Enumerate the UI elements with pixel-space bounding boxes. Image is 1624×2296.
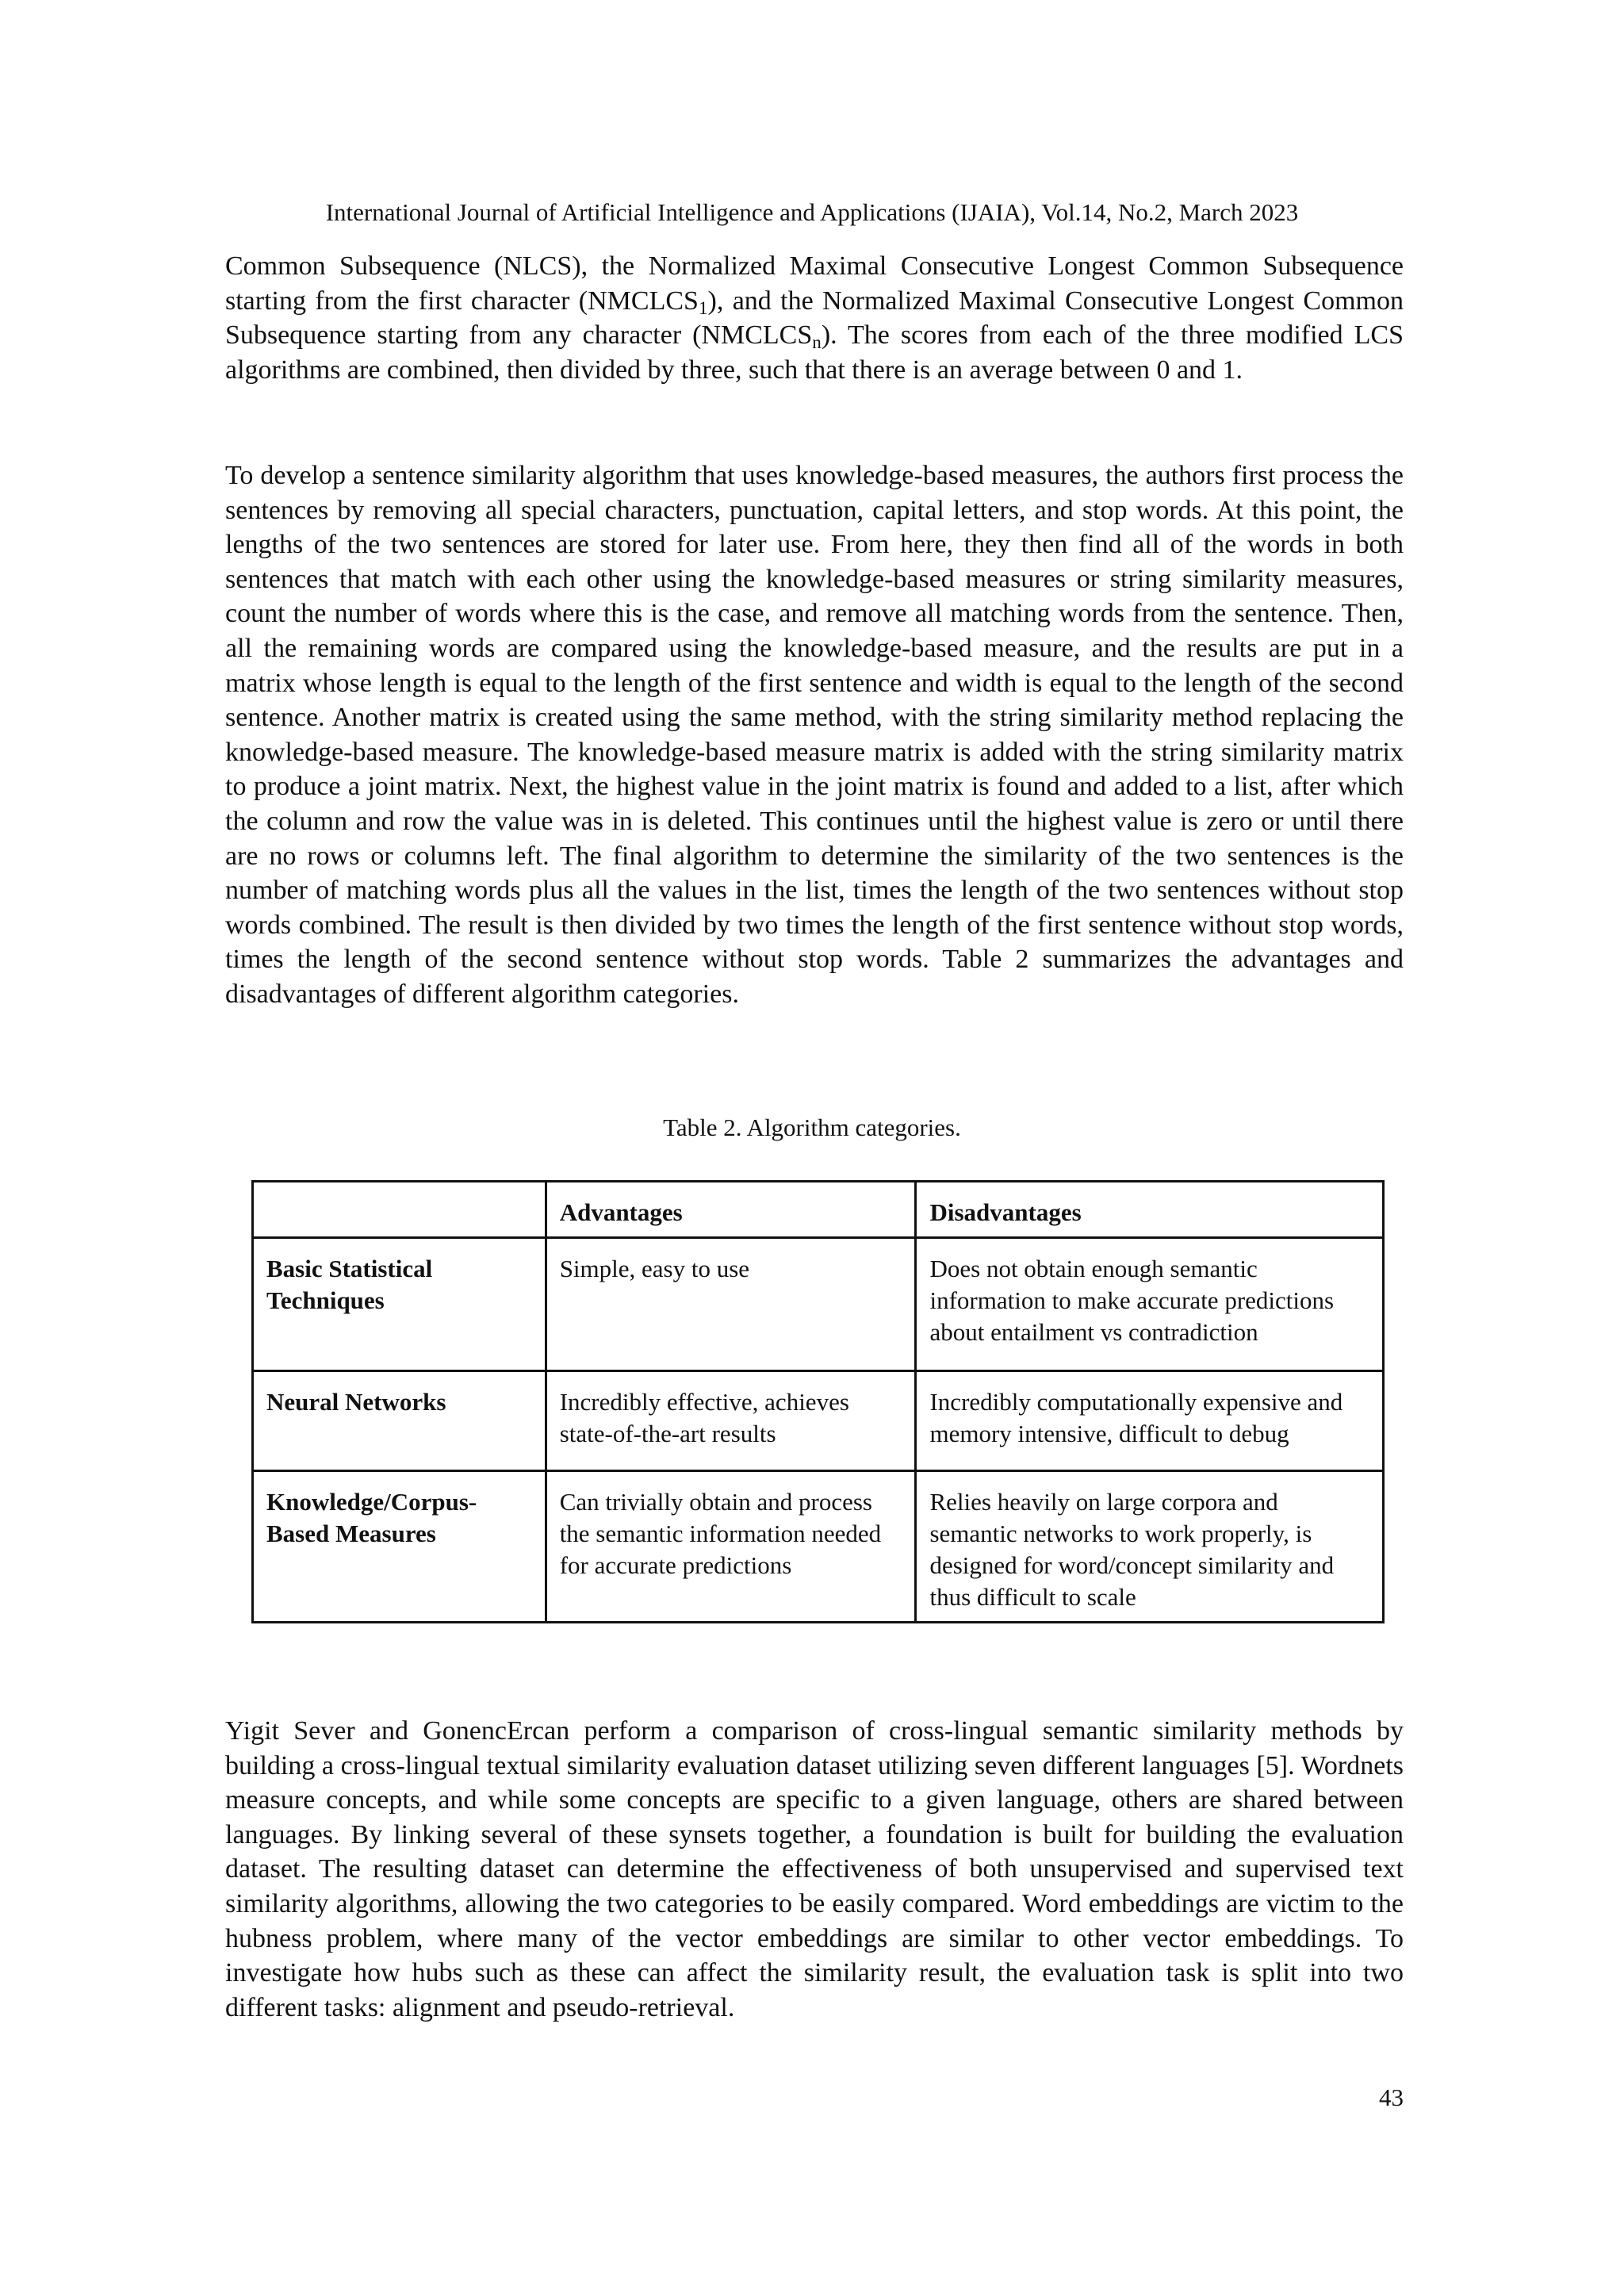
paragraph-text: ), and the Normalized Maximal Consecutive Longest Common Subsequence starting from any character (NMCLCS xyxy=(225,286,1404,351)
header-cell-empty xyxy=(253,1182,546,1238)
advantages-cell: Simple, easy to use xyxy=(546,1238,916,1371)
disadvantages-cell: Does not obtain enough semantic information to make accurate predictions about entailment vs contradiction xyxy=(916,1238,1384,1371)
advantages-cell: Can trivially obtain and process the semantic information needed for accurate predictions xyxy=(546,1471,916,1623)
category-cell: Neural Networks xyxy=(253,1371,546,1471)
journal-header: International Journal of Artificial Intelligence and Applications (IJAIA), Vol.14, No.2, March 2023 xyxy=(325,198,1299,226)
table-row xyxy=(253,1238,1384,1371)
paragraph-knowledge-based-algorithm: To develop a sentence similarity algorithm that uses knowledge-based measures, the authors first process the sentences by removing all special characters, punctuation, capital letters, and stop words. At this point, the lengths of the two sentences are stored for later use. From here, they then find all of the words in both sentences that match with each other using the knowledge-based measures or string similarity measures, count the number of words where this is the case, and remove all matching words from the sentence. Then, all the remaining words are compared using the knowledge-based measure, and the results are put in a matrix whose length is equal to the length of the first sentence and width is equal to the length of the second sentence. Another matrix is created using the same method, with the string similarity method replacing the knowledge-based measure. The knowledge-based measure matrix is added with the string similarity matrix to produce a joint matrix. Next, the highest value in the joint matrix is found and added to a list, after which the column and row the value was in is deleted. This continues until the highest value is zero or until there are no rows or columns left. The final algorithm to determine the similarity of the two sentences is the number of matching words plus all the values in the list, times the length of the two sentences without stop words combined. The result is then divided by two times the length of the first sentence without stop words, times the length of the second sentence without stop words. Table 2 summarizes the advantages and disadvantages of different algorithm categories. xyxy=(225,461,1404,1009)
paragraph-text: ). The scores from each of the three modified LCS algorithms are combined, then divided by three, such that there is an average between 0 and 1. xyxy=(225,320,1404,385)
algorithm-categories-table xyxy=(251,1180,1385,1623)
table-header-row xyxy=(253,1182,1384,1238)
header-cell-disadvantages: Disadvantages xyxy=(916,1182,1384,1238)
paragraph-lcs-summary xyxy=(225,249,1404,387)
paragraph-cross-lingual-similarity: Yigit Sever and GonencErcan perform a comparison of cross-lingual semantic similarity methods by building a cross-lingual textual similarity evaluation dataset utilizing seven different languages [5]. Wordnets measure concepts, and while some concepts are specific to a given language, others are shared between languages. By linking several of these synsets together, a foundation is built for building the evaluation dataset. The resulting dataset can determine the effectiveness of both unsupervised and supervised text similarity algorithms, allowing the two categories to be easily compared. Word embeddings are victim to the hubness problem, where many of the vector embeddings are similar to other vector embeddings. To investigate how hubs such as these can affect the similarity result, the evaluation task is split into two different tasks: alignment and pseudo-retrieval. xyxy=(225,1716,1404,2022)
advantages-cell: Incredibly effective, achieves state-of-the-art results xyxy=(546,1371,916,1471)
subscript: 1 xyxy=(698,297,708,319)
subscript: n xyxy=(812,332,822,353)
disadvantages-cell: Relies heavily on large corpora and semantic networks to work properly, is designed for word/concept similarity and thus difficult to scale xyxy=(916,1471,1384,1623)
disadvantages-cell: Incredibly computationally expensive and memory intensive, difficult to debug xyxy=(916,1371,1384,1471)
category-cell: Knowledge/Corpus-Based Measures xyxy=(253,1471,546,1623)
header-cell-advantages: Advantages xyxy=(546,1182,916,1238)
paragraph-text: Common Subsequence (NLCS), the Normalized Maximal Consecutive Longest Common Subsequence starting from the first character (NMCLCS xyxy=(225,251,1404,316)
table-row xyxy=(253,1371,1384,1471)
category-cell: Basic Statistical Techniques xyxy=(253,1238,546,1371)
table-caption: Table 2. Algorithm categories. xyxy=(663,1114,961,1141)
page-number: 43 xyxy=(1379,2083,1404,2111)
table-row xyxy=(253,1471,1384,1623)
